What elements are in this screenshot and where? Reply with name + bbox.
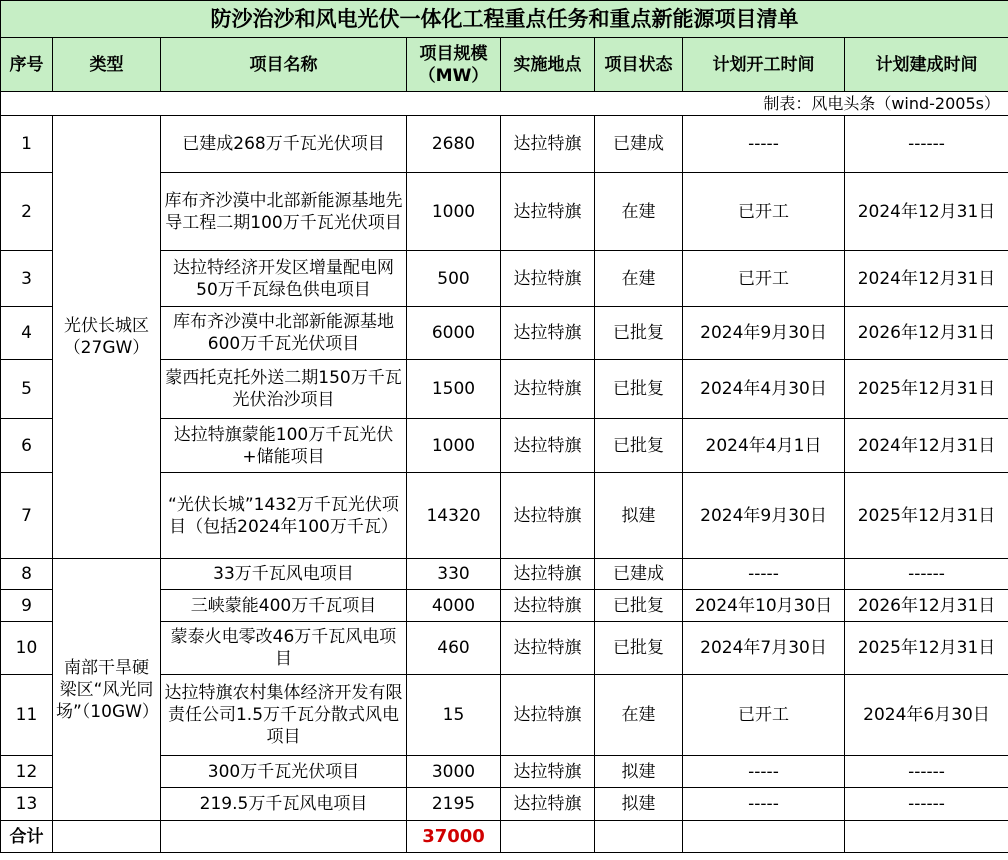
cell-complete: ------ — [845, 116, 1008, 173]
cell-complete: 2025年12月31日 — [845, 473, 1008, 559]
cell-location: 达拉特旗 — [501, 473, 595, 559]
cell-name: 219.5万千瓦风电项目 — [161, 788, 407, 821]
cell-status: 已批复 — [595, 622, 683, 675]
cell-start: ----- — [683, 116, 845, 173]
cell-name: 达拉特旗农村集体经济开发有限责任公司1.5万千瓦分散式风电项目 — [161, 675, 407, 756]
cell-scale: 460 — [407, 622, 501, 675]
cell-location: 达拉特旗 — [501, 622, 595, 675]
cell-location: 达拉特旗 — [501, 590, 595, 622]
total-empty-status — [595, 821, 683, 853]
cell-scale: 1000 — [407, 173, 501, 251]
total-empty-type — [53, 821, 161, 853]
cell-status: 在建 — [595, 675, 683, 756]
cell-seq: 8 — [1, 559, 53, 590]
cell-location: 达拉特旗 — [501, 756, 595, 788]
cell-seq: 6 — [1, 419, 53, 473]
cell-complete: ------ — [845, 756, 1008, 788]
cell-status: 已批复 — [595, 307, 683, 360]
cell-start: 2024年10月30日 — [683, 590, 845, 622]
cell-name: 达拉特经济开发区增量配电网50万千瓦绿色供电项目 — [161, 251, 407, 307]
cell-start: ----- — [683, 559, 845, 590]
cell-scale: 1000 — [407, 419, 501, 473]
cell-status: 已批复 — [595, 360, 683, 419]
cell-status: 已批复 — [595, 419, 683, 473]
table-credit: 制表：风电头条（wind-2005s） — [1, 92, 1008, 116]
cell-scale: 2195 — [407, 788, 501, 821]
cell-status: 在建 — [595, 173, 683, 251]
cell-start: ----- — [683, 788, 845, 821]
cell-complete: 2025年12月31日 — [845, 360, 1008, 419]
header-seq: 序号 — [1, 38, 53, 92]
cell-name: 库布齐沙漠中北部新能源基地600万千瓦光伏项目 — [161, 307, 407, 360]
cell-status: 拟建 — [595, 756, 683, 788]
header-location: 实施地点 — [501, 38, 595, 92]
header-start: 计划开工时间 — [683, 38, 845, 92]
cell-complete: 2025年12月31日 — [845, 622, 1008, 675]
cell-start: 已开工 — [683, 675, 845, 756]
cell-name: 蒙西托克托外送二期150万千瓦光伏治沙项目 — [161, 360, 407, 419]
cell-complete: 2026年12月31日 — [845, 307, 1008, 360]
cell-location: 达拉特旗 — [501, 307, 595, 360]
cell-type-group: 光伏长城区（27GW） — [53, 116, 161, 559]
cell-scale: 1500 — [407, 360, 501, 419]
cell-scale: 4000 — [407, 590, 501, 622]
cell-scale: 6000 — [407, 307, 501, 360]
cell-scale: 330 — [407, 559, 501, 590]
cell-name: 已建成268万千瓦光伏项目 — [161, 116, 407, 173]
cell-location: 达拉特旗 — [501, 788, 595, 821]
cell-location: 达拉特旗 — [501, 251, 595, 307]
cell-location: 达拉特旗 — [501, 559, 595, 590]
header-complete: 计划建成时间 — [845, 38, 1008, 92]
total-empty-location — [501, 821, 595, 853]
cell-status: 拟建 — [595, 473, 683, 559]
cell-seq: 12 — [1, 756, 53, 788]
cell-status: 已建成 — [595, 116, 683, 173]
cell-name: “光伏长城”1432万千瓦光伏项目（包括2024年100万千瓦） — [161, 473, 407, 559]
cell-seq: 7 — [1, 473, 53, 559]
cell-name: 33万千瓦风电项目 — [161, 559, 407, 590]
cell-name: 达拉特旗蒙能100万千瓦光伏+储能项目 — [161, 419, 407, 473]
cell-seq: 1 — [1, 116, 53, 173]
cell-location: 达拉特旗 — [501, 675, 595, 756]
cell-seq: 2 — [1, 173, 53, 251]
cell-start: 2024年9月30日 — [683, 473, 845, 559]
total-empty-name — [161, 821, 407, 853]
cell-start: 2024年9月30日 — [683, 307, 845, 360]
cell-seq: 4 — [1, 307, 53, 360]
cell-scale: 500 — [407, 251, 501, 307]
cell-scale: 3000 — [407, 756, 501, 788]
cell-scale: 15 — [407, 675, 501, 756]
cell-location: 达拉特旗 — [501, 173, 595, 251]
cell-seq: 3 — [1, 251, 53, 307]
cell-seq: 5 — [1, 360, 53, 419]
cell-complete: ------ — [845, 788, 1008, 821]
total-empty-complete — [845, 821, 1008, 853]
table-row — [1, 116, 1008, 173]
cell-name: 三峡蒙能400万千瓦项目 — [161, 590, 407, 622]
cell-complete: 2024年6月30日 — [845, 675, 1008, 756]
cell-status: 在建 — [595, 251, 683, 307]
cell-seq: 10 — [1, 622, 53, 675]
cell-location: 达拉特旗 — [501, 116, 595, 173]
total-row — [1, 821, 1008, 853]
cell-complete: 2026年12月31日 — [845, 590, 1008, 622]
total-empty-start — [683, 821, 845, 853]
header-name: 项目名称 — [161, 38, 407, 92]
cell-start: 2024年4月30日 — [683, 360, 845, 419]
cell-location: 达拉特旗 — [501, 419, 595, 473]
cell-status: 已建成 — [595, 559, 683, 590]
cell-name: 300万千瓦光伏项目 — [161, 756, 407, 788]
cell-start: ----- — [683, 756, 845, 788]
cell-scale: 2680 — [407, 116, 501, 173]
cell-complete: 2024年12月31日 — [845, 419, 1008, 473]
total-value: 37000 — [407, 821, 501, 853]
total-label: 合计 — [1, 821, 53, 853]
table-title: 防沙治沙和风电光伏一体化工程重点任务和重点新能源项目清单 — [1, 1, 1008, 38]
cell-seq: 9 — [1, 590, 53, 622]
cell-complete: 2024年12月31日 — [845, 251, 1008, 307]
cell-start: 已开工 — [683, 251, 845, 307]
header-status: 项目状态 — [595, 38, 683, 92]
cell-status: 已批复 — [595, 590, 683, 622]
table-row — [1, 559, 1008, 590]
cell-complete: ------ — [845, 559, 1008, 590]
cell-scale: 14320 — [407, 473, 501, 559]
cell-seq: 13 — [1, 788, 53, 821]
cell-location: 达拉特旗 — [501, 360, 595, 419]
cell-start: 2024年4月1日 — [683, 419, 845, 473]
cell-name: 蒙泰火电零改46万千瓦风电项目 — [161, 622, 407, 675]
header-scale: 项目规模（MW） — [407, 38, 501, 92]
cell-seq: 11 — [1, 675, 53, 756]
header-type: 类型 — [53, 38, 161, 92]
cell-name: 库布齐沙漠中北部新能源基地先导工程二期100万千瓦光伏项目 — [161, 173, 407, 251]
cell-type-group: 南部干旱硬梁区“风光同场”（10GW） — [53, 559, 161, 821]
cell-start: 已开工 — [683, 173, 845, 251]
cell-status: 拟建 — [595, 788, 683, 821]
cell-start: 2024年7月30日 — [683, 622, 845, 675]
cell-complete: 2024年12月31日 — [845, 173, 1008, 251]
